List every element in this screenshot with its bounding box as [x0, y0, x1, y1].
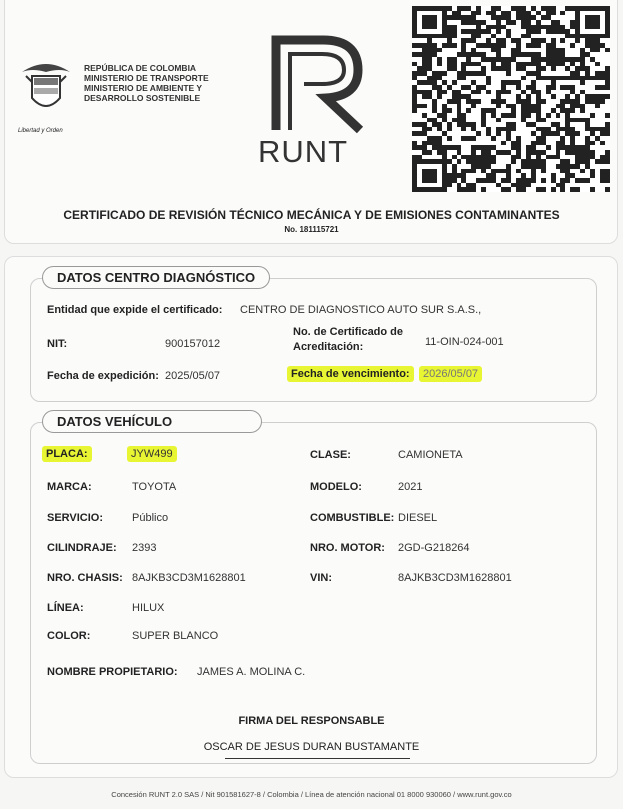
vehiculo-section — [30, 422, 597, 764]
signature-line — [225, 758, 410, 759]
vehiculo-field-value: 2021 — [398, 481, 423, 493]
acreditacion-label: No. de Certificado de Acreditación: — [293, 326, 404, 353]
acreditacion-value: 11-OIN-024-001 — [425, 336, 504, 348]
entidad-label: Entidad que expide el certificado: — [47, 304, 223, 316]
centro-section-title: DATOS CENTRO DIAGNÓSTICO — [42, 266, 270, 289]
certificate-title: CERTIFICADO DE REVISIÓN TÉCNICO MECÁNICA Y DE EMISIONES CONTAMINANTES — [63, 208, 560, 222]
vencimiento-value: 2026/05/07 — [419, 366, 482, 382]
vehiculo-field-value: 8AJKB3CD3M1628801 — [132, 572, 246, 584]
vehiculo-field-label: NRO. MOTOR: — [310, 542, 385, 554]
vehiculo-field-value: JYW499 — [127, 446, 177, 462]
vehiculo-section-title: DATOS VEHÍCULO — [42, 410, 262, 433]
vehiculo-field-label: CILINDRAJE: — [47, 542, 117, 554]
runt-logo-icon — [268, 34, 368, 134]
vehiculo-field-label: MARCA: — [47, 481, 92, 493]
expedicion-label: Fecha de expedición: — [47, 370, 159, 382]
vehiculo-field-label: VIN: — [310, 572, 332, 584]
vencimiento-label: Fecha de vencimiento: — [287, 366, 414, 382]
qr-module — [605, 187, 610, 192]
firma-label: FIRMA DEL RESPONSABLE — [238, 715, 385, 727]
ministry-line: DESARROLLO SOSTENIBLE — [84, 93, 201, 103]
propietario-value: JAMES A. MOLINA C. — [197, 666, 306, 678]
coat-of-arms-icon — [16, 58, 76, 128]
ministry-line: MINISTERIO DE AMBIENTE Y — [84, 83, 203, 93]
vehiculo-field-label: MODELO: — [310, 481, 362, 493]
nit-label: NIT: — [47, 338, 68, 350]
vehiculo-field-label: CLASE: — [310, 449, 351, 461]
vehiculo-field-value: 8AJKB3CD3M1628801 — [398, 572, 512, 584]
vehiculo-field-value: 2393 — [132, 542, 157, 554]
vehiculo-field-value: CAMIONETA — [398, 449, 463, 461]
qr-code — [412, 6, 610, 192]
vehiculo-field-value: DIESEL — [398, 512, 438, 524]
vehiculo-field-value: Público — [132, 512, 169, 524]
brand-name: RUNT — [258, 134, 349, 169]
vehiculo-field-label: PLACA: — [42, 446, 92, 462]
vehiculo-field-value: TOYOTA — [132, 481, 177, 493]
ministry-line: MINISTERIO DE TRANSPORTE — [84, 73, 209, 83]
footer-text: Concesión RUNT 2.0 SAS / Nit 901581627-8 / Colombia / Línea de atención nacional 01 8000 930060 / www.runt.gov.co — [111, 790, 512, 799]
propietario-label: NOMBRE PROPIETARIO: — [47, 666, 178, 678]
ministry-line: REPÚBLICA DE COLOMBIA — [84, 63, 197, 73]
expedicion-value: 2025/05/07 — [165, 370, 221, 382]
vehiculo-field-label: COMBUSTIBLE: — [310, 512, 395, 524]
firma-name: OSCAR DE JESUS DURAN BUSTAMANTE — [203, 741, 420, 753]
vehiculo-field-value: SUPER BLANCO — [132, 630, 219, 642]
certificate-number: No. 181115721 — [284, 225, 339, 234]
vehiculo-field-label: LÍNEA: — [47, 602, 84, 614]
vehiculo-field-value: HILUX — [132, 602, 165, 614]
ministry-text — [84, 63, 209, 103]
motto: Libertad y Orden — [18, 128, 63, 134]
vehiculo-field-label: NRO. CHASIS: — [47, 572, 123, 584]
nit-value: 900157012 — [165, 338, 221, 350]
entidad-value: CENTRO DE DIAGNOSTICO AUTO SUR S.A.S., — [240, 304, 482, 316]
vehiculo-field-label: SERVICIO: — [47, 512, 104, 524]
vehiculo-field-value: 2GD-G218264 — [398, 542, 470, 554]
vehiculo-field-label: COLOR: — [47, 630, 91, 642]
